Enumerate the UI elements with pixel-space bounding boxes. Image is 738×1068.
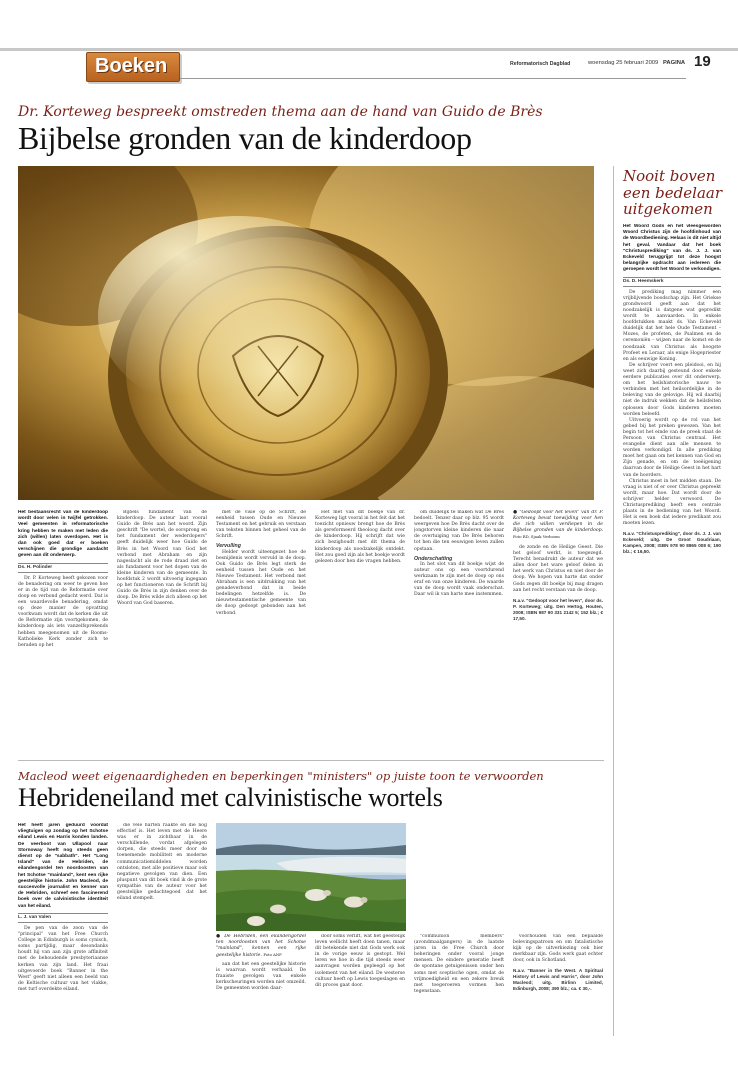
photo-credit: Foto RD, Sjaak Verboom (513, 534, 560, 539)
article3-col5 (414, 934, 504, 1044)
page-header (0, 0, 738, 84)
article1-col3 (216, 510, 306, 750)
subheading: Onderschatting (414, 555, 453, 562)
body-text: De schrijver voert een pleidooi, en hij weet zich daarbij gesteund door enkele eerdere publicaties over dit onderwerp, om het heilshistorische nauw te verbinden met het heilsordelijke in de beleving van de gelovige. Hij wil daarbij niet de indruk wekken dat de heilsfeiten oplossen door Gods kinderen moeten worden beleefd. (623, 362, 721, 417)
section-banner (86, 52, 180, 82)
article-lead: Het bestaansrecht van de kinderdoop wordt door velen in twijfel getrokken. Veel gemeenten in reformatorische kring hebben te maken met leden die zich (willen) laten overdopen. Het is dan ook goed dat er boeken verschijnen die grondige aandacht geven aan dit onderwerp. (18, 510, 108, 559)
article1-col6 (513, 510, 603, 750)
subheading: Vervulling (216, 543, 241, 550)
body-text: Uitvoerig wordt op de rol van het gebed bij het preken gewezen. Van het begin tot het einde van de preek staat de Persoon van Christus centraal. Het evangelie dient aan alle mensen te worden verkondigd. In alle prediking moet het gaan om het kennen van God en Zijn genade, en om de toeëigening daarvan door de Heilige Geest in het hart van de hoorders. (623, 417, 721, 478)
section-divider (18, 760, 604, 761)
article-headline: Hebrideneiland met calvinistische wortels (18, 783, 443, 812)
book-info: N.a.v. "Christusprediking", door ds. J. J. van Eckeveld; uitg. De Groot Goudriaan, Kampen, 2008; ISBN 978 90 8865 008 6; 190 blz.; € 16,50. (623, 531, 721, 555)
photo-caption: ● De Hebriden, een eilandengordel ten noordoosten van het Schotse "mainland", kennen een rijke geestelijke historie. Foto ANP (216, 934, 306, 958)
publication-date: woensdag 25 februari 2009 (588, 60, 659, 66)
article3-col4 (315, 934, 405, 1044)
body-text: Christus moet in het midden staan. De vraag is niet of er over Christus gepreekt wordt, maar hoe. Dat wordt door de schrijver helder verwoord. De Christusprediking heeft een centrale plaats in de bediening van het Woord. Het is een boek dat iedere predikant zou moeten lezen. (623, 478, 721, 527)
article1-col2 (117, 510, 207, 750)
photo-caption: ● "Gedoopt voor het leven" van dr. P. Korteweg bevat toewijding voor hen die zich willen verdiepen in de Bijbelse gronden van de kinderdoop. Foto RD, Sjaak Verboom (513, 510, 603, 539)
body-text: Dr. P. Korteweg heeft gekozen voor de benadering om weer te geven hoe er in de tijd van de Reformatie over doop en verbond gedacht werd. Dat is een waardevolle benadering, omdat op deze manier de opvatting voorkwam wordt dat de kerken die uit de Reformatie zijn voortgekomen, de kinderdoop als iets vanzelfsprekends hebben meegenomen uit de Rooms-Katholieke Kerk zonder zich te beraden op het (18, 575, 108, 648)
article1-col5 (414, 510, 504, 750)
author-byline: Ds. H. Polinder (18, 563, 108, 573)
sidebar-divider (613, 166, 614, 1036)
book-info: N.a.v. "Gedoopt voor het leven", door ds. P. Korteweg; uitg. Den Hertog, Houten, 2008; ISBN 987 90 331 2142 5; 152 blz.; € 17,50. (513, 597, 603, 621)
body-text: met de visie op de Schrift, de eenheid tussen Oude en Nieuwe Testament en het gebruik en verstaan van teksten binnen het geheel van de Schrift. (216, 510, 306, 540)
article-kicker: Dr. Korteweg bespreekt omstreden thema aan de hand van Guido de Brès (18, 104, 543, 120)
article-photo-gold-seal (18, 166, 594, 500)
article-photo-hebrides-landscape (216, 823, 406, 931)
newspaper-name: Reformatorisch Dagblad (510, 61, 571, 67)
page-number: 19 (694, 53, 711, 70)
author-byline: Ds. D. Heemskerk (623, 277, 721, 287)
section-title: Boeken (95, 55, 168, 77)
body-text: "communion members" (avondmaalgangers) in de laatste jaren in de Free Church door beheringen onder vooral jonge mensen. De eindere generatie heeft de spontane getuigenissen onder hen soms met sceptische ogen, omdat de vrijmoedigheid en een zekere breuk met toegeroeren vormen hen tegenstaan. (414, 934, 504, 994)
landscape-illustration (216, 823, 406, 931)
body-text: die vele harten raakte en die nog effectief is. Het leven met de Heere was er in zichtbaar in de verschillende, vordat afgelegen dorpen, die steeds meer door de toenemende mobiliteit en moderne communicatiemiddelen worden ontsloten, met alle positieve maar ook negatieve gevolgen van dien. Een pluspunt van dit boek vind ik de grote sympathie van de auteur voor het geestelijke gedachtegoed dat het eiland stempelt. (117, 823, 207, 902)
article-lead: Het heeft jaren geduurd voordat vliegtuigen op zondag op het Schotse eiland Lewis en Harris konden landen. De veerboot van Ullapool naar Stornoway heeft nog steeds geen dienst op de "sabbath". Het "Long Island" van de Hebriden, de eilandengordel ten noordoosten van het Schotse "mainland", kent een rijke geestelijke historie. John Macleod, de succesvolle journalist en kenner van de Hebriden, schreef een fascinerend boek over de calvinistische identiteit van het eiland. (18, 823, 108, 909)
seal-illustration (18, 166, 594, 500)
page-label: PAGINA (663, 60, 686, 66)
body-text: Bijbels fundament van de kinderdoop. De auteur laat vooral Guido de Brès aan het woord. Zijn geschrift "De wortel, de oorsprong en het fundament der wederdopers" geeft duidelijk weer hoe Guido de Brès in het Woord van God het verbond met Abraham en zijn nageslacht als de rode draad ziet en als fundament voor het dopen van de kleine kinderen van de gemeente. In hoofdstuk 2 wordt uitvoerig ingegaan op het functioneren van de Schrift bij Guido de Brès in zijn denken over de doop. De Brès wilde zich alleen op het Woord van God baseren. (117, 510, 207, 607)
book-info: N.a.v. "Banner in the West. A Spiritual History of Lewis and Harris", door John Macleod; uitg. Birlinn Limited, Edinburgh, 2008; 390 blz.; ca. € 30,-. (513, 968, 603, 992)
body-text: om duidelijk te maken wat De Brès bedoelt. Tenzer daar op blz. 95 wordt weergeven hoe De Brès dacht over de jongstorven kleine kinderen die naar de overtuiging van De Brès behoren tot hen die ten eeuwigen leven zullen opstaan. (414, 510, 504, 552)
body-text: Helder wordt uiteengezet hoe de besnijdenis wordt vervuld in de doop. Ook Guido de Brès legt sterk de eenheid tussen het Oude en het Nieuwe Testament. Het verbond met Abraham is een uitdrukking van het genadeverbond dat in beide bedelingen hetzelfde is. De nieuwtestamentische gemeente van de doop gedoopt gebonden aan het verbond. (216, 549, 306, 616)
sidebar-headline: Nooit boven een bedelaar uitgekomen (623, 167, 722, 218)
body-text: De pen van de zoon van de "principal" van het Free Church College in Edinburgh is soms cynisch, soms partijdig, maar desondanks houdt hij van aan zijn grote affiniteit met de behoudende presbyteriaanse kerken van zijn land. Het fraai uitgevoerde boek "Banner in the West" geeft niet alleen een beeld van de Keltische cultuur van het vlakke, met turf overdekte eiland. (18, 925, 108, 992)
body-text: aan dat het een geestelijke historie is waarvan wordt verhaald. De fraaiste gevolgen van enkele kerkscheuringen worden niet omzeild. De gemeenten worden daar- (216, 962, 306, 992)
body-text: door soms verlift, wat het geestelijk leven wellicht heeft doen tanen, maar dit betekende niet dat Gods werk ook in de vorige eeuw is gestopt. Wel leren we hoe in die tijd steeds weer aanvragen worden gepleegd op het isolement van het eiland. De westerse cultuur heeft op Lewis toegeslagen en dit proces gaat door. (315, 934, 405, 988)
body-text: de zonde en de Heilige Geest. Die het geloof werkt, is toegezegd. Terecht benadrukt de auteur dat we allen door het ware geloof delen in het werk van Christus en niet door de doop. We hopen van harte dat onder Gods zegen dit boekje bij mag dragen aan het recht verstaan van de doop. (513, 545, 603, 593)
header-top-line (0, 48, 738, 51)
article3-col6 (513, 934, 603, 1044)
author-byline: L. J. van Valen (18, 913, 108, 923)
body-text: De prediking mag nimmer een vrijblijvende boodschap zijn. Het Griekse grondwoord geeft aan dat het noodzakelijk is datgene wat gepredikt wordt te aanvaarden. In enkele hoofdstukken maakt ds. Van Eckeveld duidelijk dat het hele Oude Testament – Mozes, de profeten, de Psalmen en de ceremoniën – wijzen naar de komst en de noodzaak van Christus als hoogste Profeet en Leraar, als enige Hogepriester en als eeuwige Koning. (623, 289, 721, 362)
photo-credit: Foto ANP (263, 952, 282, 957)
body-text: In het slot van dit boekje wijst de auteur ons op een voortdurend werkzaam te zijn met de doop op ons eraf en van onze kinderen. De waarde van de doop wordt vaak onderschat. Daar wil ik van harte mee instemmen. (414, 561, 504, 598)
article-headline: Bijbelse gronden van de kinderdoop (18, 120, 472, 156)
article1-col1 (18, 510, 108, 750)
article2-col (623, 224, 721, 1040)
article-kicker: Macleod weet eigenaardigheden en beperkingen "ministers" op juiste toon te verwoorden (18, 769, 544, 783)
header-rule (180, 78, 686, 79)
article-lead: Het Woord Gods en het vleesgeworden Woord Christus zijn de hoofdinhoud van de Woordbediening. Helaas is dit niet altijd het geval. Vandaar dat het boek "Christusprediking" van ds. J. J. van Eckeveld teruggrijpt tot deze hoogst belangrijke opdracht aan iedereen die geroepen wordt het Woord te verkondigen. (623, 224, 721, 273)
article3-col2 (117, 823, 207, 1045)
article3-col3 (216, 934, 306, 1044)
article3-col1 (18, 823, 108, 1045)
body-text: Het met van dit boekje van dr. Korteweg ligt vooral in het feit dat het toezicht opnieuw brengt hoe de Brès als gereformeerd theoloog dacht over de kinderdoop. Hij schrijft dat wie zich bezighoudt met dit thema de kinderdoop als noodzakelijk ontdekt. Het zou goed zijn als het boekje wordt gelezen door hen die vragen hebben. (315, 510, 405, 564)
article1-col4 (315, 510, 405, 750)
body-text: voorhouden van een bepaalde belevingspatroon en om fatalistische kijk op de uitverkiezing ook hier merkbaar zijn. Gods werk gaat echter door, ook in Schotland. (513, 934, 603, 964)
